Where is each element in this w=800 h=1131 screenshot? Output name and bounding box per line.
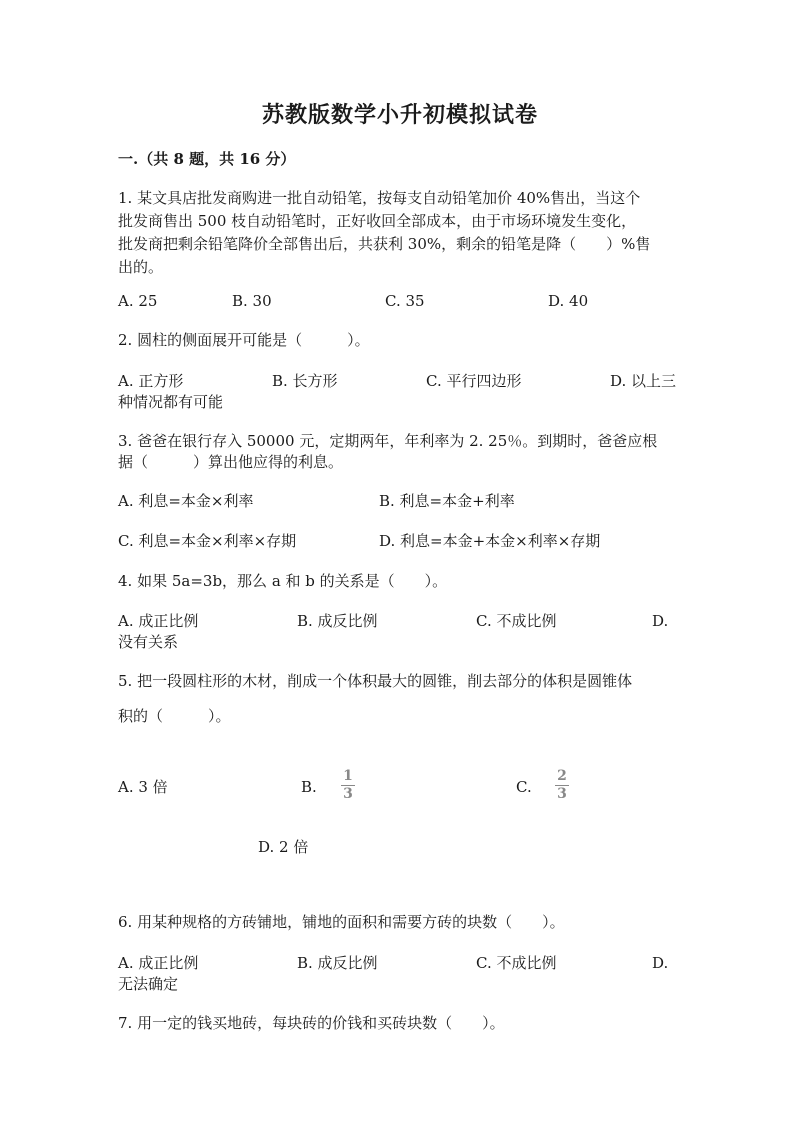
- question-2-option-d: D. 以上三: [610, 372, 677, 390]
- question-1-line-1: 1. 某文具店批发商购进一批自动铅笔，按每支自动铅笔加价 40%售出，当这个: [118, 189, 641, 207]
- question-5-fraction-b: [338, 769, 358, 802]
- question-1-option-c: C. 35: [385, 292, 425, 310]
- question-3-line-1: 3. 爸爸在银行存入 50000 元，定期两年，年利率为 2. 25％。到期时，爸爸应根: [118, 432, 658, 450]
- fraction-denominator: 3: [343, 786, 353, 802]
- question-3-line-2: 据（ ）算出他应得的利息。: [118, 453, 344, 471]
- question-3-option-b: B. 利息=本金+利率: [379, 492, 515, 510]
- question-6-option-a: A. 成正比例: [118, 954, 199, 972]
- question-1-option-a: A. 25: [118, 292, 158, 310]
- question-2-option-b: B. 长方形: [272, 372, 338, 390]
- question-5-option-b: B.: [301, 778, 317, 796]
- question-4-option-c: C. 不成比例: [476, 612, 557, 630]
- question-5-line-1: 5. 把一段圆柱形的木材，削成一个体积最大的圆锥，削去部分的体积是圆锥体: [118, 672, 633, 690]
- question-4-option-a: A. 成正比例: [118, 612, 199, 630]
- page-title: 苏教版数学小升初模拟试卷: [261, 102, 538, 128]
- section-heading: 一.（共 8 题，共 16 分）: [118, 150, 296, 168]
- question-1-line-4: 出的。: [118, 258, 164, 276]
- question-5-line-2: 积的（ ）。: [118, 707, 231, 725]
- question-6-option-d-wrap: 无法确定: [118, 975, 179, 993]
- question-3-option-a: A. 利息=本金×利率: [118, 492, 254, 510]
- question-5-option-d: D. 2 倍: [258, 838, 309, 856]
- fraction-numerator: 2: [557, 768, 567, 784]
- fraction-denominator: 3: [557, 786, 567, 802]
- question-6-line-1: 6. 用某种规格的方砖铺地，铺地的面积和需要方砖的块数（ ）。: [118, 913, 565, 931]
- question-1-option-b: B. 30: [232, 292, 272, 310]
- question-4-option-d: D.: [652, 612, 669, 630]
- question-5-option-a: A. 3 倍: [118, 778, 168, 796]
- question-5-fraction-c: [552, 769, 572, 802]
- question-4-option-d-wrap: 没有关系: [118, 633, 179, 651]
- question-2-option-a: A. 正方形: [118, 372, 184, 390]
- question-1-line-3: 批发商把剩余铅笔降价全部售出后，共获利 30%，剩余的铅笔是降（ ）%售: [118, 235, 651, 253]
- question-4-option-b: B. 成反比例: [297, 612, 378, 630]
- question-2-option-c: C. 平行四边形: [426, 372, 522, 390]
- question-6-option-b: B. 成反比例: [297, 954, 378, 972]
- question-7-line-1: 7. 用一定的钱买地砖，每块砖的价钱和买砖块数（ ）。: [118, 1014, 505, 1032]
- question-2-line-1: 2. 圆柱的侧面展开可能是（ ）。: [118, 331, 370, 349]
- question-5-option-c: C.: [516, 778, 532, 796]
- question-1-option-d: D. 40: [548, 292, 589, 310]
- question-6-option-d: D.: [652, 954, 669, 972]
- question-2-option-d-wrap: 种情况都有可能: [118, 393, 224, 411]
- question-1-line-2: 批发商售出 500 枝自动铅笔时，正好收回全部成本，由于市场环境发生变化，: [118, 212, 637, 230]
- question-4-line-1: 4. 如果 5a=3b，那么 a 和 b 的关系是（ ）。: [118, 572, 448, 590]
- fraction-numerator: 1: [343, 768, 353, 784]
- question-3-option-d: D. 利息=本金+本金×利率×存期: [379, 532, 601, 550]
- question-6-option-c: C. 不成比例: [476, 954, 557, 972]
- question-3-option-c: C. 利息=本金×利率×存期: [118, 532, 297, 550]
